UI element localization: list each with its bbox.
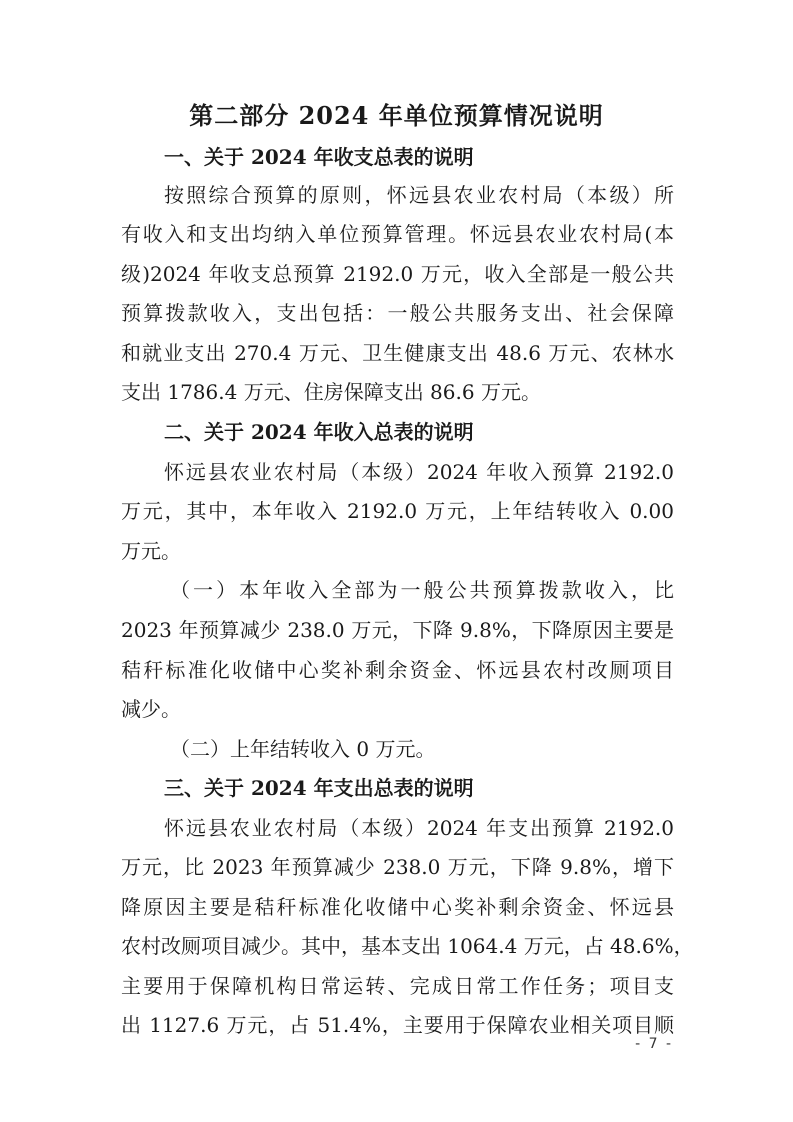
- paragraph-line: 万元，比 2023 年预算减少 238.0 万元，下降 9.8%，增下: [121, 855, 674, 879]
- page-title: 第二部分 2024 年单位预算情况说明: [189, 101, 604, 130]
- paragraph-line: 支出 1786.4 万元、住房保障支出 86.6 万元。: [121, 380, 541, 404]
- section-heading-3: 三、关于 2024 年支出总表的说明: [164, 776, 474, 800]
- paragraph-line: 万元，其中，本年收入 2192.0 万元，上年结转收入 0.00: [121, 499, 674, 523]
- paragraph-line: 主要用于保障机构日常运转、完成日常工作任务；项目支: [121, 974, 674, 998]
- paragraph-line: 和就业支出 270.4 万元、卫生健康支出 48.6 万元、农林水: [121, 341, 674, 365]
- page-number: - 7 -: [635, 1036, 673, 1052]
- paragraph-line: 2023 年预算减少 238.0 万元，下降 9.8%，下降原因主要是: [121, 618, 674, 642]
- paragraph-line: 万元。: [121, 539, 181, 563]
- paragraph-line: 出 1127.6 万元，占 51.4%，主要用于保障农业相关项目顺: [121, 1013, 674, 1037]
- paragraph-line: 农村改厕项目减少。其中，基本支出 1064.4 万元，占 48.6%，: [121, 934, 694, 958]
- paragraph-line: 减少。: [121, 697, 181, 721]
- paragraph-line: 降原因主要是秸秆标准化收储中心奖补剩余资金、怀远县: [121, 895, 674, 919]
- paragraph-line: 级)2024 年收支总预算 2192.0 万元，收入全部是一般公共: [121, 262, 674, 286]
- paragraph-line: 按照综合预算的原则，怀远县农业农村局（本级）所: [164, 183, 674, 207]
- paragraph-line: （一）本年收入全部为一般公共预算拨款收入，比: [170, 578, 674, 602]
- paragraph-line: 有收入和支出均纳入单位预算管理。怀远县农业农村局(本: [121, 222, 674, 246]
- paragraph-line: 秸秆标准化收储中心奖补剩余资金、怀远县农村改厕项目: [121, 658, 674, 682]
- section-heading-2: 二、关于 2024 年收入总表的说明: [164, 420, 474, 444]
- section-heading-1: 一、关于 2024 年收支总表的说明: [164, 145, 474, 169]
- paragraph-line: 怀远县农业农村局（本级）2024 年收入预算 2192.0: [164, 460, 674, 484]
- paragraph-line: 预算拨款收入，支出包括：一般公共服务支出、社会保障: [121, 301, 674, 325]
- paragraph-line: 怀远县农业农村局（本级）2024 年支出预算 2192.0: [164, 816, 674, 840]
- paragraph-line: （二）上年结转收入 0 万元。: [170, 737, 436, 761]
